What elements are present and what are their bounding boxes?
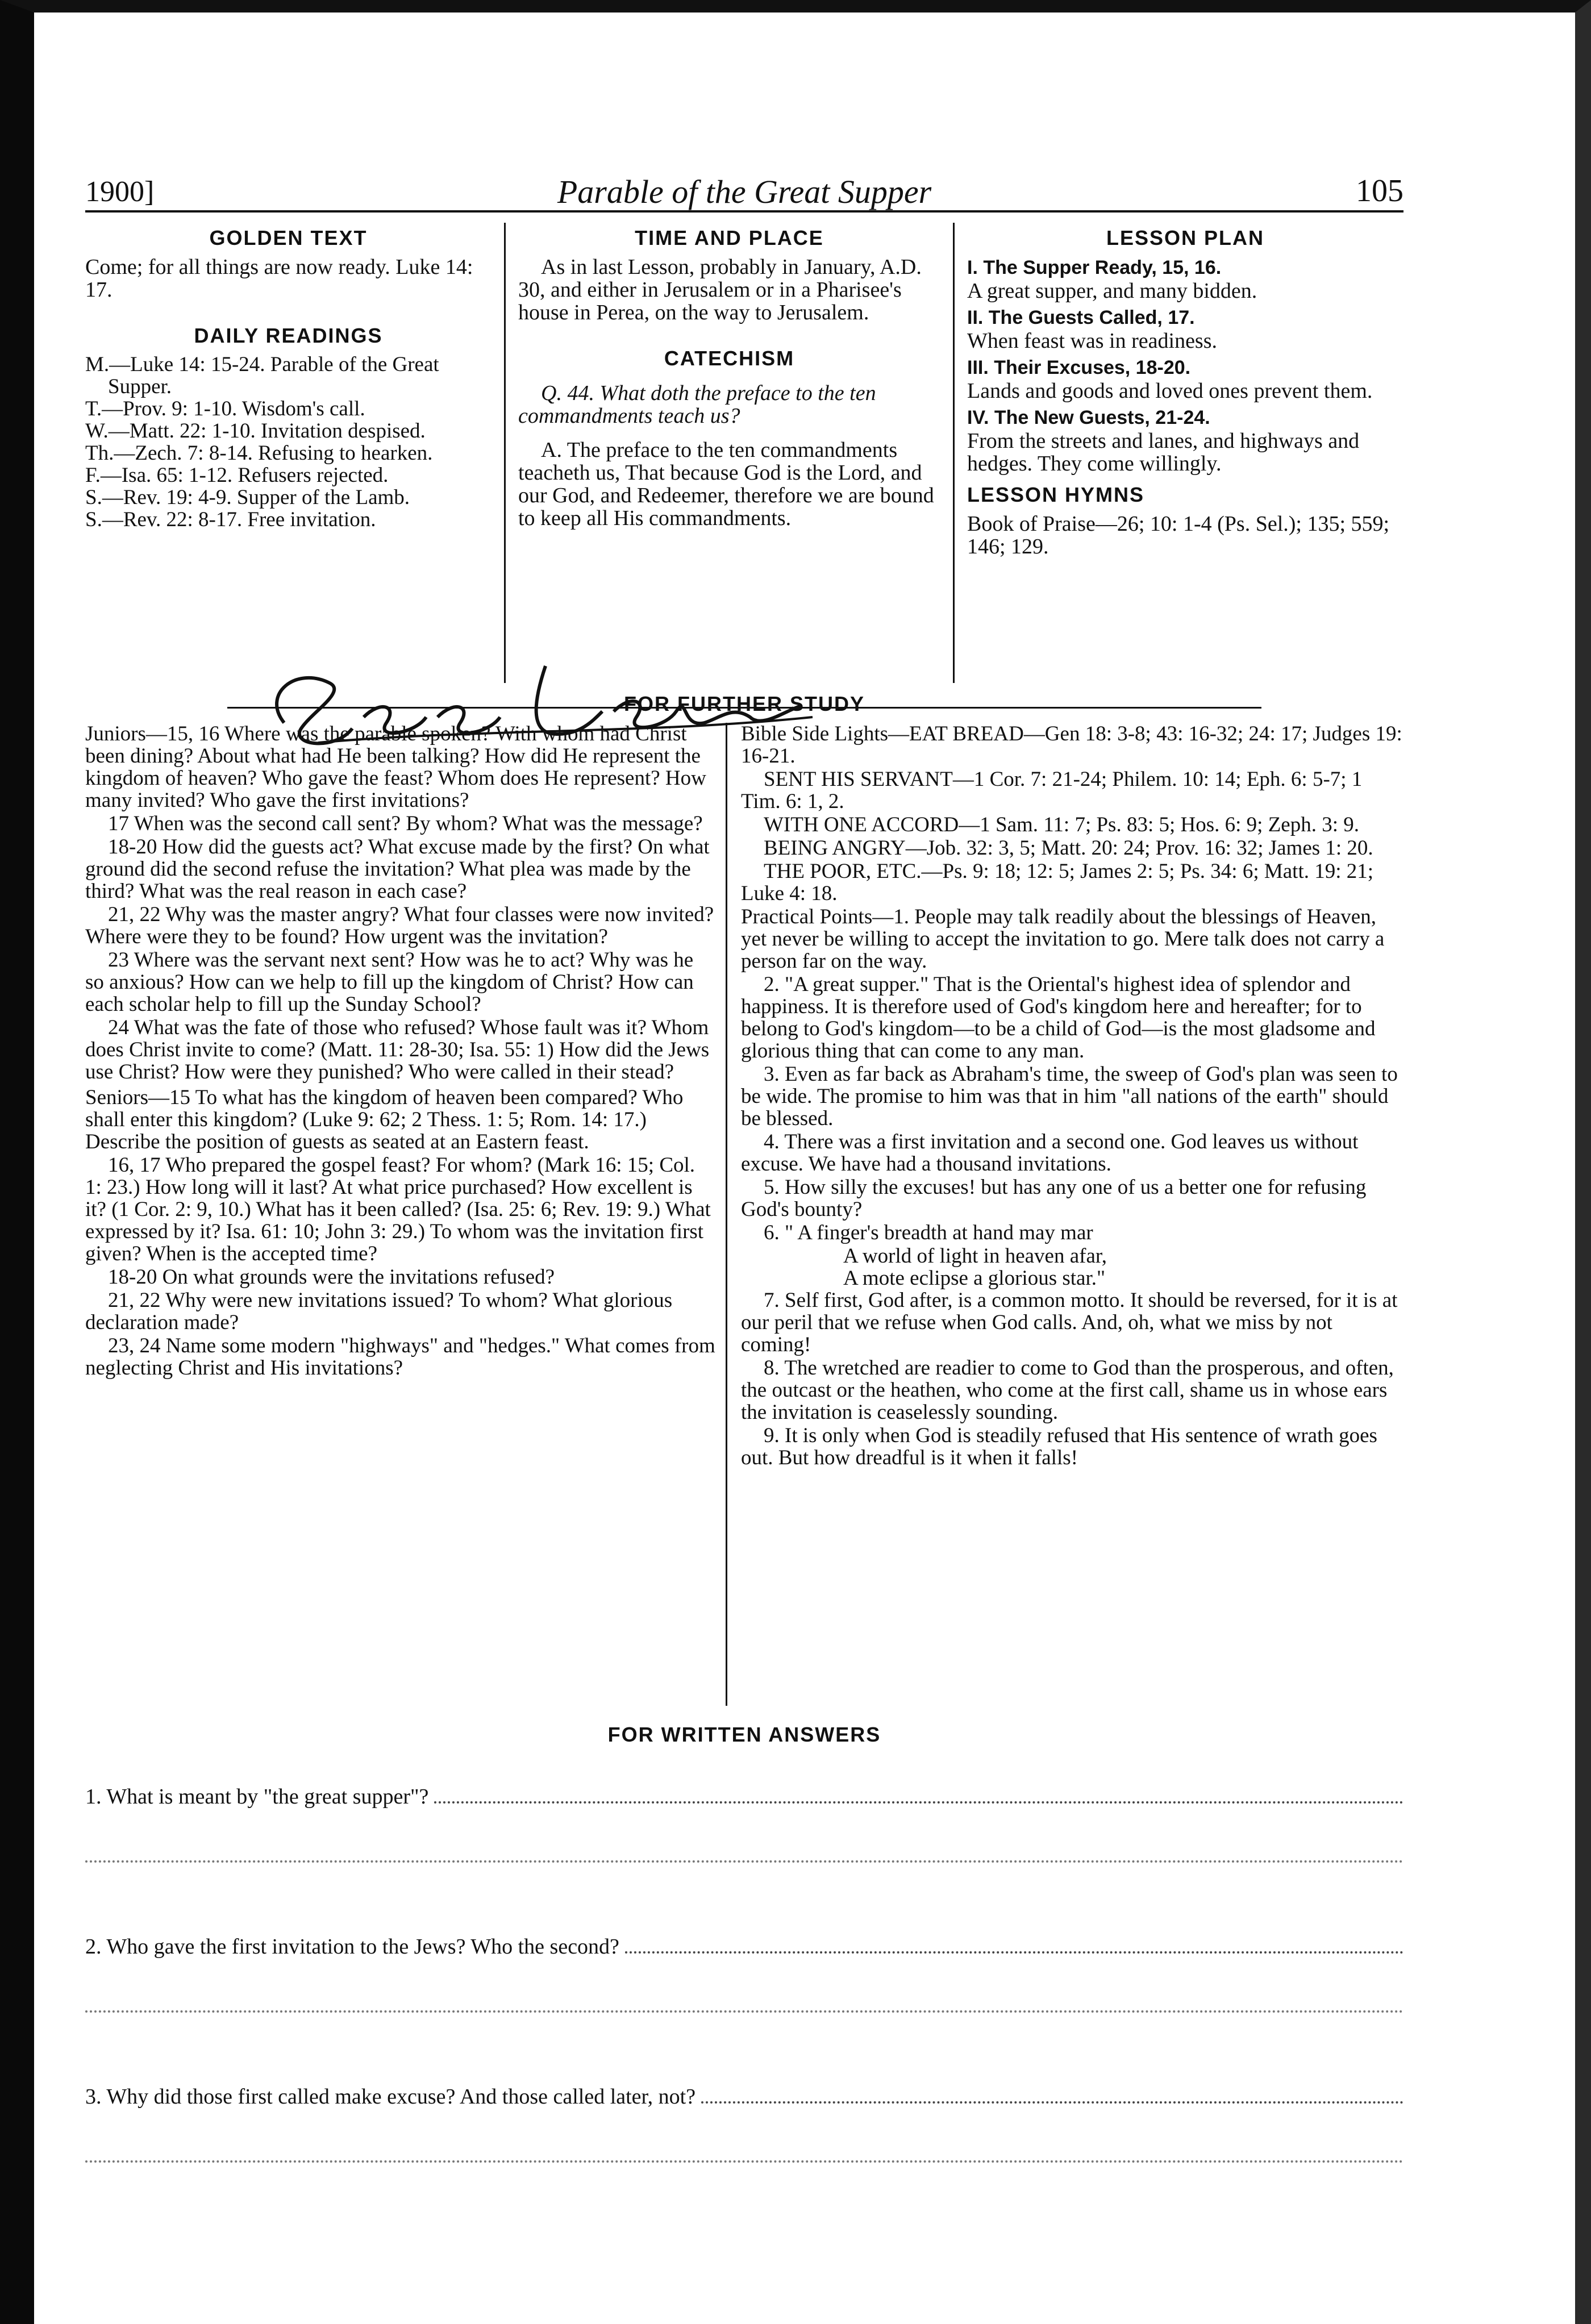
daily-readings-heading: DAILY READINGS bbox=[194, 324, 383, 347]
plan-item-head: IV. The New Guests, 21-24. bbox=[967, 407, 1210, 428]
lesson-plan-heading: LESSON PLAN bbox=[1106, 226, 1265, 249]
time-place-heading: TIME AND PLACE bbox=[635, 226, 824, 249]
verse-line: A world of light in heaven afar, bbox=[843, 1244, 1107, 1268]
study-columns bbox=[85, 723, 1403, 1706]
plan-item-desc: From the streets and lanes, and highways and hedges. They come willingly. bbox=[967, 429, 1360, 476]
side-light: SENT HIS SERVANT—1 Cor. 7: 21-24; Philem. 10: 14; Eph. 6: 5-7; 1 Tim. 6: 1, 2. bbox=[741, 768, 1363, 813]
juniors-question: 17 When was the second call sent? By whom? What was the message? bbox=[108, 812, 703, 835]
verse-line: A mote eclipse a glorious star." bbox=[843, 1267, 1106, 1290]
header-title: Parable of the Great Supper bbox=[557, 173, 932, 210]
practical-point: Practical Points—1. People may talk readily about the blessings of Heaven, yet never be willing to accept the invitation to go. Mere talk does not carry a person far on the way. bbox=[741, 905, 1385, 973]
juniors-question: 21, 22 Why was the master angry? What four classes were now invited? Where were they to be found? How urgent was the invitation? bbox=[85, 903, 714, 948]
reading-item: S.—Rev. 19: 4-9. Supper of the Lamb. bbox=[85, 486, 410, 509]
juniors-question: 18-20 How did the guests act? What excuse made by the first? On what ground did the second refuse the invitation? What plea was made by the third? What was the real reason in each case? bbox=[85, 835, 710, 903]
reading-item: Th.—Zech. 7: 8-14. Refusing to hearken. bbox=[85, 442, 433, 465]
answer-line[interactable] bbox=[85, 1976, 1403, 2013]
side-light: WITH ONE ACCORD—1 Sam. 11: 7; Ps. 83: 5; Hos. 6: 9; Zeph. 3: 9. bbox=[764, 813, 1359, 836]
practical-point: 8. The wretched are readier to come to God than the prosperous, and often, the outcast or the heathen, who come at the first call, shame us in whose ears the invitation is ceaselessly sounding. bbox=[741, 1356, 1394, 1424]
lesson-hymns-heading: LESSON HYMNS bbox=[967, 483, 1145, 506]
juniors-question: 23 Where was the servant next sent? How was he to act? Why was he so anxious? How can we help to fill up the kingdom of Christ? How can each scholar help to fill up the Sunday School? bbox=[85, 948, 694, 1016]
seniors-question: 21, 22 Why were new invitations issued? To whom? What glorious declaration made? bbox=[85, 1289, 673, 1334]
time-place-text: As in last Lesson, probably in January, A.D. 30, and either in Jerusalem or in a Pharisee's house in Perea, on the way to Jerusalem. bbox=[518, 255, 922, 324]
running-header bbox=[85, 170, 1403, 213]
plan-item-head: II. The Guests Called, 17. bbox=[967, 307, 1195, 328]
middle-column bbox=[506, 223, 955, 683]
answer-line[interactable] bbox=[85, 2126, 1403, 2163]
questions-column bbox=[85, 723, 727, 1706]
further-study-divider bbox=[85, 689, 1403, 723]
reading-item: W.—Matt. 22: 1-10. Invitation despised. bbox=[85, 419, 426, 443]
seniors-question: 18-20 On what grounds were the invitations refused? bbox=[108, 1265, 555, 1289]
side-light: BEING ANGRY—Job. 32: 3, 5; Matt. 20: 24; Prov. 16: 32; James 1: 20. bbox=[764, 836, 1373, 860]
practical-point: 2. "A great supper." That is the Oriental's highest idea of splendor and happiness. It is therefore used of God's kingdom here and hereafter; for to belong to God's kingdom—to be a child of God—is the most gladsome and glorious thing that can come to any man. bbox=[741, 973, 1376, 1063]
answer-line[interactable] bbox=[85, 1826, 1403, 1863]
catechism-answer: A. The preface to the ten commandments teacheth us, That because God is the Lord, and our God, and Redeemer, therefore we are bound to keep all His commandments. bbox=[518, 438, 934, 530]
handwritten-annotation bbox=[250, 643, 818, 757]
further-study-heading: FOR FURTHER STUDY bbox=[624, 692, 865, 715]
golden-text-heading: GOLDEN TEXT bbox=[209, 226, 368, 249]
question-text: 2. Who gave the first invitation to the Jews? Who the second? bbox=[85, 1935, 619, 1959]
reading-item: M.—Luke 14: 15-24. Parable of the Great Supper. bbox=[85, 353, 439, 398]
reading-item: F.—Isa. 65: 1-12. Refusers rejected. bbox=[85, 464, 389, 487]
juniors-question: Juniors—15, 16 Where was the parable spoken? With whom had Christ been dining? About what had He been talking? How did He represent the kingdom of heaven? Who gave the feast? Whom does He represent? How many invited? Who gave the first invitations? bbox=[85, 722, 706, 812]
practical-point: 3. Even as far back as Abraham's time, the sweep of God's plan was seen to be wide. The promise to him was that in him "all nations of the earth" should be blessed. bbox=[741, 1063, 1398, 1130]
written-question bbox=[85, 1925, 1403, 1959]
page-number: 105 bbox=[1356, 173, 1403, 209]
catechism-question: Q. 44. What doth the preface to the ten commandments teach us? bbox=[518, 381, 876, 428]
written-question bbox=[85, 1775, 1403, 1809]
reading-item: S.—Rev. 22: 8-17. Free invitation. bbox=[85, 508, 376, 531]
right-column bbox=[955, 223, 1403, 683]
golden-text: Come; for all things are now ready. Luke 14: 17. bbox=[85, 255, 473, 302]
top-columns bbox=[85, 223, 1403, 683]
seniors-question: 23, 24 Name some modern "highways" and "hedges." What comes from neglecting Christ and His invitations? bbox=[85, 1334, 715, 1380]
plan-item-desc: Lands and goods and loved ones prevent them. bbox=[967, 379, 1373, 403]
question-text: 1. What is meant by "the great supper"? bbox=[85, 1785, 429, 1809]
answer-line[interactable] bbox=[701, 2101, 1403, 2104]
reading-item: T.—Prov. 9: 1-10. Wisdom's call. bbox=[85, 397, 365, 420]
written-answers-section bbox=[85, 1723, 1403, 2163]
plan-item-desc: When feast was in readiness. bbox=[967, 329, 1218, 353]
practical-point: 5. How silly the excuses! but has any one of us a better one for refusing God's bounty? bbox=[741, 1176, 1367, 1221]
juniors-question: 24 What was the fate of those who refused? Whose fault was it? Whom does Christ invite to come? (Matt. 11: 28-30; Isa. 55: 1) How did the Jews use Christ? How were they punished? Who were called in their stead? bbox=[85, 1016, 710, 1084]
seniors-question: 16, 17 Who prepared the gospel feast? For whom? (Mark 16: 15; Col. 1: 23.) How long will it last? At what price purchased? How excellent is it? (1 Cor. 2: 9, 10.) What has it been called? (Isa. 25: 6; Rev. 19: 9.) What expressed by it? Isa. 61: 10; John 3: 29.) To whom was the invitation first given? When is the accepted time? bbox=[85, 1153, 711, 1265]
lesson-hymns-text: Book of Praise—26; 10: 1-4 (Ps. Sel.); 135; 559; 146; 129. bbox=[967, 512, 1390, 559]
side-light: THE POOR, ETC.—Ps. 9: 18; 12: 5; James 2: 5; Ps. 34: 6; Matt. 19: 21; Luke 4: 18. bbox=[741, 860, 1374, 905]
answer-line[interactable] bbox=[625, 1951, 1403, 1954]
question-text: 3. Why did those first called make excuse? And those called later, not? bbox=[85, 2085, 696, 2109]
notes-column bbox=[727, 723, 1403, 1706]
answer-line[interactable] bbox=[434, 1801, 1403, 1804]
document-page bbox=[85, 170, 1403, 2163]
plan-item-head: I. The Supper Ready, 15, 16. bbox=[967, 257, 1222, 278]
plan-item-head: III. Their Excuses, 18-20. bbox=[967, 357, 1191, 378]
seniors-question: Seniors—15 To what has the kingdom of heaven been compared? Who shall enter this kingdom? (Luke 9: 62; 2 Thess. 1: 5; Rom. 14: 17.) Describe the position of guests as seated at an Eastern feast. bbox=[85, 1086, 684, 1153]
written-answers-heading: FOR WRITTEN ANSWERS bbox=[607, 1723, 881, 1746]
practical-point: 6. " A finger's breadth at hand may mar bbox=[764, 1221, 1093, 1244]
side-light: Bible Side Lights—EAT BREAD—Gen 18: 3-8; 43: 16-32; 24: 17; Judges 19: 16-21. bbox=[741, 722, 1402, 768]
written-question bbox=[85, 2075, 1403, 2109]
practical-point: 9. It is only when God is steadily refused that His sentence of wrath goes out. But how dreadful is it when it falls! bbox=[741, 1424, 1377, 1469]
practical-point: 7. Self first, God after, is a common motto. It should be reversed, for it is at our peril that we refuse when God calls. And, oh, what we miss by not coming! bbox=[741, 1289, 1398, 1356]
header-year: 1900] bbox=[85, 176, 155, 208]
catechism-heading: CATECHISM bbox=[664, 347, 795, 370]
practical-point: 4. There was a first invitation and a second one. God leaves us without excuse. We have had a thousand invitations. bbox=[741, 1130, 1359, 1176]
left-column bbox=[85, 223, 506, 683]
plan-item-desc: A great supper, and many bidden. bbox=[967, 279, 1257, 303]
